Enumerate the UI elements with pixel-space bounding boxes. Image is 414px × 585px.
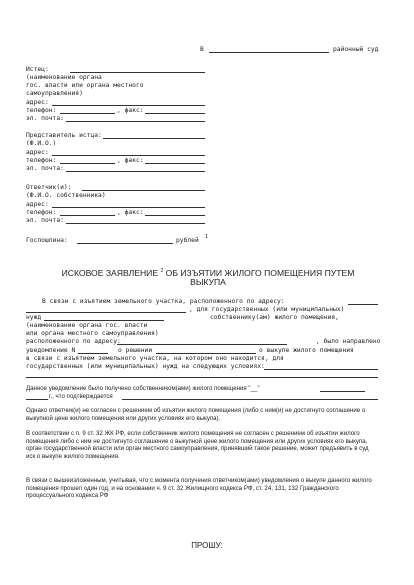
defendant-address-label: адрес: <box>26 201 49 208</box>
title-part-1: ИСКОВОЕ ЗАЯВЛЕНИЕ <box>61 267 159 278</box>
defendant-phone-field[interactable] <box>60 215 115 216</box>
fee-footnote: 1 <box>205 234 209 240</box>
conditions-field-2[interactable] <box>26 377 378 378</box>
representative-phone-label: телефон: <box>26 157 57 164</box>
land-address-field-1[interactable] <box>348 304 378 305</box>
plaintiff-label: Истец: <box>26 66 49 73</box>
notice-number-field[interactable] <box>78 353 108 354</box>
decision-field[interactable] <box>156 353 256 354</box>
plaintiff-note-2: гос. власти или органа местного <box>26 82 144 89</box>
representative-note: (Ф.И.О.) <box>26 140 57 147</box>
para3: В соответствии с п. 9 ст. 32 ЖК РФ, если собственник жилого помещения не согласен с решением об изъятии жилого помещения либо с ним не достигнуто соглашение о выкупной цене жилого помещения или других условиях его выкупа, орган государственной власти или орган местного самоуправления, принявший такое решение, может предъявить в суд иск о выкупе жилого помещения. <box>26 430 369 460</box>
fee-label: Госпошлина: <box>26 237 68 244</box>
receipt-date-field[interactable] <box>320 391 365 392</box>
plaintiff-note-1: (наименование органа <box>26 74 102 81</box>
defendant-fax-label: , факс: <box>117 209 144 216</box>
body-line-2: , для государственных (или муниципальных) <box>189 306 345 313</box>
plaintiff-email-field[interactable] <box>66 121 205 122</box>
defendant-phone-label: телефон: <box>26 209 57 216</box>
authority-name-field[interactable] <box>44 320 164 321</box>
title-footnote: 2 <box>160 268 164 274</box>
document-title-line-2: ВЫКУПА <box>190 277 226 287</box>
representative-fax-label: , факс: <box>117 157 144 164</box>
body-line-8: в связи с изъятием земельного участка, на котором оно находится, для <box>26 355 284 362</box>
defendant-email-label: эл. почта: <box>26 217 64 224</box>
defendant-address-field[interactable] <box>52 207 205 208</box>
body-line-9: государственных (или муниципальных) нужд на следующих условиях: <box>26 363 265 370</box>
receipt-year-field[interactable] <box>26 399 48 400</box>
representative-address-field[interactable] <box>52 155 205 156</box>
plaintiff-fax-field[interactable] <box>145 113 205 114</box>
body-line-4: (наименование органа гос. власти <box>26 322 148 329</box>
para1-text-2: г., что подтверждается <box>49 393 113 400</box>
representative-phone-field[interactable] <box>60 163 115 164</box>
body-line-6-start: расположенного по адресу: <box>26 338 121 345</box>
para2: Однако ответчик(и) не согласен с решением об изъятии жилого помещения (либо с ним(и) не достигнуто соглашение о выкупной цене жилого помещения или других условиях его выкупа). <box>26 407 366 422</box>
representative-email-label: эл. почта: <box>26 165 64 172</box>
plaintiff-fax-label: , факс: <box>117 107 144 114</box>
body-line-6-end: , было направлено <box>316 338 381 345</box>
para4: В связи с вышеизложенным, учитывая, что с момента получения ответчиком(ами) уведомления о выкупе данного жилого помещения прошел один год, и на основании ч. 9 ст. 32 Жилищного кодекса РФ, ст. 24, 131, 132 Гражданского процессуального кодекса РФ <box>26 477 372 500</box>
court-name-field[interactable] <box>209 52 329 53</box>
representative-name-field[interactable] <box>103 138 205 139</box>
proof-field[interactable] <box>122 399 378 400</box>
plaintiff-phone-label: телефон: <box>26 107 57 114</box>
defendant-label: Ответчик(и): <box>26 184 72 191</box>
body-line-5: или органа местного самоуправления) <box>26 330 159 337</box>
para1-text-1: Данное уведомление было получено собственником(ами) жилого помещения "__" <box>26 385 260 392</box>
plaintiff-address-field[interactable] <box>52 105 205 106</box>
body-line-7c: о выкупе жилого помещения <box>259 347 354 354</box>
fee-unit: рублей <box>176 237 199 244</box>
plaintiff-name-field[interactable] <box>70 72 205 73</box>
representative-label: Представитель истца: <box>26 132 102 139</box>
defendant-name-field[interactable] <box>82 190 205 191</box>
defendant-fax-field[interactable] <box>145 215 205 216</box>
representative-fax-field[interactable] <box>145 163 205 164</box>
body-line-7b: о решении <box>118 347 153 354</box>
dwelling-address-field[interactable] <box>117 344 287 345</box>
representative-address-label: адрес: <box>26 149 49 156</box>
defendant-note: (Ф.И.О. собственника) <box>26 192 106 199</box>
representative-email-field[interactable] <box>66 171 205 172</box>
plaintiff-address-label: адрес: <box>26 99 49 106</box>
fee-amount-field[interactable] <box>77 243 173 244</box>
body-line-3-start: нужд <box>26 314 42 321</box>
court-prefix: В <box>200 46 204 53</box>
body-line-1: В связи с изъятием земельного участка, расположенного по адресу: <box>42 298 285 305</box>
plaintiff-email-label: эл. почта: <box>26 115 64 122</box>
defendant-email-field[interactable] <box>66 223 205 224</box>
conditions-field-1[interactable] <box>264 369 378 370</box>
body-line-7a: уведомление N <box>26 347 76 354</box>
land-address-field-2[interactable] <box>26 312 186 313</box>
body-line-3-end: собственнику(ам) жилого помещения, <box>210 314 339 321</box>
court-suffix: районный суд <box>333 46 379 53</box>
plaintiff-phone-field[interactable] <box>60 113 115 114</box>
closing-heading: ПРОШУ: <box>191 541 223 550</box>
plaintiff-note-3: самоуправления) <box>26 90 83 97</box>
title-part-2: ОБ ИЗЪЯТИИ ЖИЛОГО ПОМЕЩЕНИЯ ПУТЕМ <box>165 267 355 278</box>
